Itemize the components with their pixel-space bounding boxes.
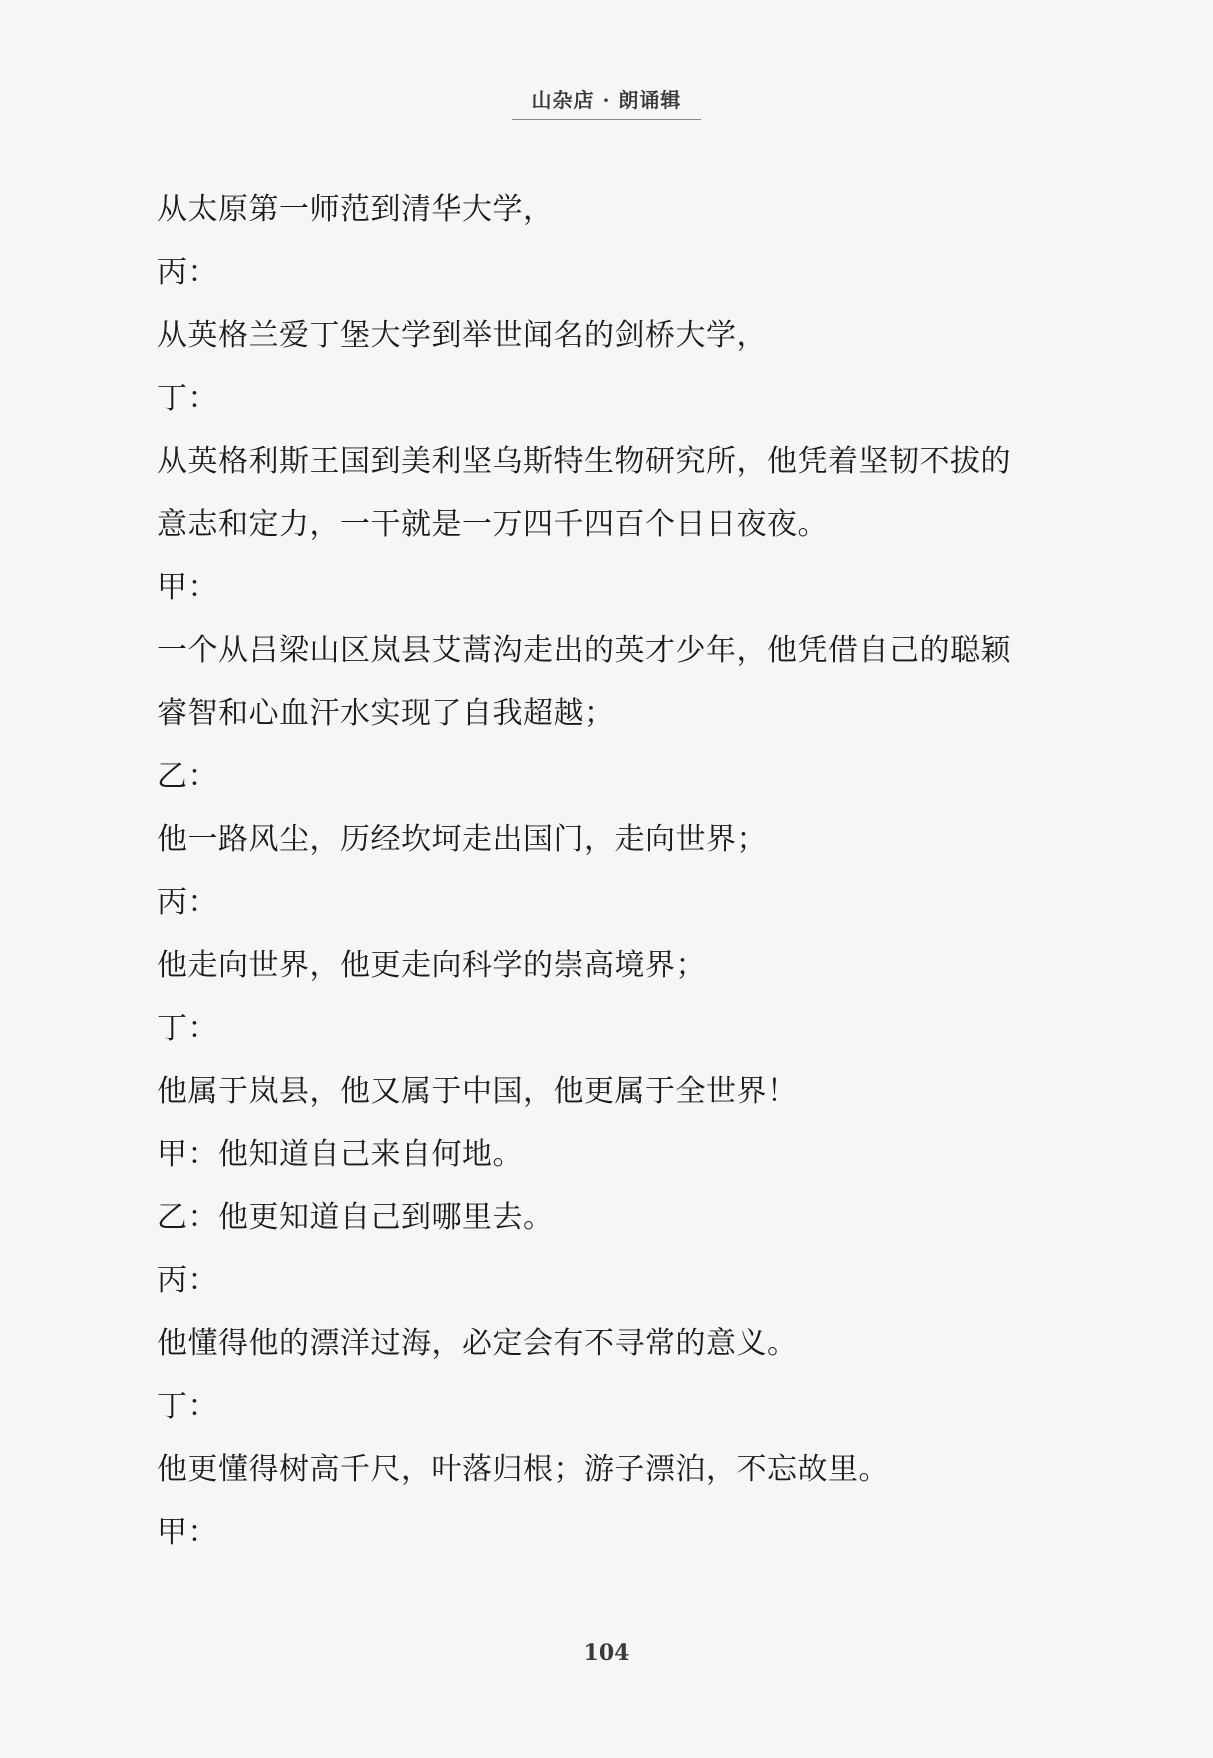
text-line: 丁：	[157, 1389, 218, 1424]
text-line: 甲：	[157, 570, 218, 605]
text-line: 睿智和心血汗水实现了自我超越；	[157, 696, 615, 731]
text-line: 丁：	[157, 1011, 218, 1046]
text-line: 从英格兰爱丁堡大学到举世闻名的剑桥大学，	[157, 318, 767, 353]
text-line: 他走向世界，他更走向科学的崇高境界；	[157, 948, 706, 983]
text-line: 他一路风尘，历经坎坷走出国门，走向世界；	[157, 822, 767, 857]
page-number: 104	[583, 1640, 630, 1666]
text-line: 意志和定力，一干就是一万四千四百个日日夜夜。	[157, 507, 828, 542]
text-line: 乙：	[157, 759, 218, 794]
text-line: 丙：	[157, 885, 218, 920]
text-line: 他更懂得树高千尺，叶落归根；游子漂泊，不忘故里。	[157, 1452, 889, 1487]
text-line: 甲：他知道自己来自何地。	[157, 1137, 523, 1172]
text-line: 甲：	[157, 1515, 218, 1550]
text-line: 丙：	[157, 255, 218, 290]
body-text	[157, 178, 1077, 1564]
running-header	[0, 84, 1213, 120]
text-line: 他懂得他的漂洋过海，必定会有不寻常的意义。	[157, 1326, 798, 1361]
text-line: 丁：	[157, 381, 218, 416]
text-line: 从英格利斯王国到美利坚乌斯特生物研究所，他凭着坚韧不拔的	[157, 444, 1011, 479]
text-line: 乙：他更知道自己到哪里去。	[157, 1200, 554, 1235]
text-line: 丙：	[157, 1263, 218, 1298]
book-title: 山杂店 · 朗诵辑	[512, 84, 702, 120]
text-line: 他属于岚县，他又属于中国，他更属于全世界！	[157, 1074, 798, 1109]
text-line: 从太原第一师范到清华大学，	[157, 192, 554, 227]
text-line: 一个从吕梁山区岚县艾蒿沟走出的英才少年，他凭借自己的聪颖	[157, 633, 1011, 668]
